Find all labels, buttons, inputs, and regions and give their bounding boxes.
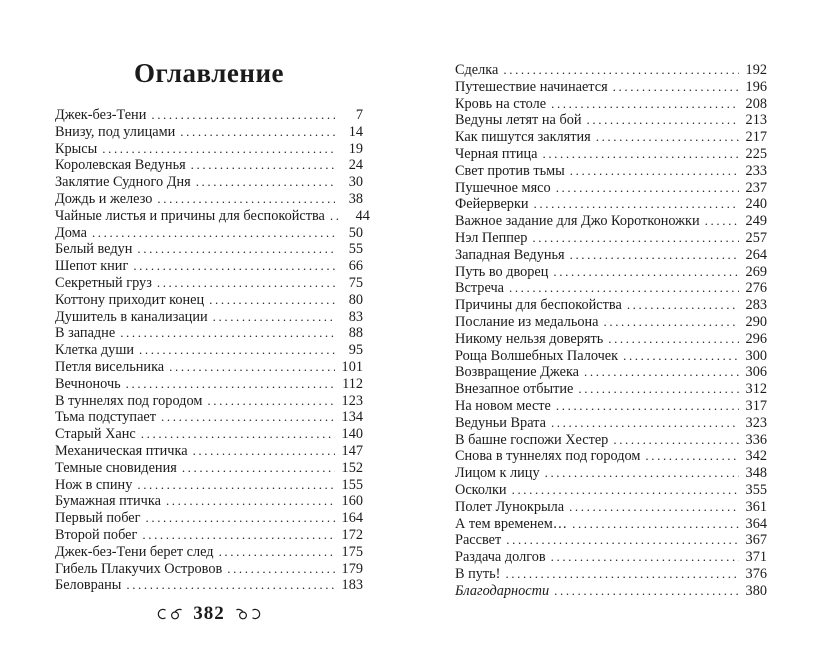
chapter-title: Сделка [455,62,499,78]
chapter-page-number: 160 [341,493,363,510]
chapter-title: Встреча [455,280,504,297]
chapter-page-number: 7 [355,107,363,123]
chapter-title: Внезапное отбытие [455,381,574,398]
chapter-title: Секретный груз [55,274,152,291]
chapter-title: Клетка души [55,342,134,359]
toc-entry [55,174,363,191]
chapter-title: Послание из медальона [455,313,599,330]
toc-entry [55,292,363,309]
dot-leader [146,510,336,527]
chapter-title: Шепот книг [55,258,129,275]
toc-entry [55,141,363,158]
dot-leader [196,174,335,191]
chapter-title: В башне госпожи Хестер [455,431,609,448]
toc-entry [55,157,363,174]
chapter-title: Раздача долгов [455,549,546,566]
dot-leader [137,241,335,258]
toc-entry [455,348,767,365]
dot-leader [584,364,739,381]
chapter-page-number: 152 [341,459,363,476]
dot-leader [556,180,739,197]
toc-entry [455,280,767,297]
chapter-page-number: 179 [341,560,363,577]
chapter-title: Внизу, под улицами [55,123,176,140]
dot-leader [645,448,739,465]
chapter-page-number: 30 [348,174,363,191]
chapter-title: В западне [55,325,116,342]
chapter-page-number: 367 [745,532,767,549]
dot-leader [207,393,335,410]
toc-column-right [455,62,767,600]
toc-entry [455,549,767,566]
chapter-title: Фейерверки [455,196,529,213]
toc-entry [455,129,767,146]
chapter-page-number: 196 [745,78,767,95]
toc-entry [55,225,363,242]
toc-entry [55,477,363,494]
chapter-page-number: 237 [745,179,767,196]
toc-entry [455,96,767,113]
chapter-title: Путешествие начинается [455,78,608,95]
flourish-right-icon [233,607,263,621]
chapter-page-number: 348 [745,465,767,482]
toc-entry [55,241,363,258]
chapter-title: Полет Лунокрыла [455,498,565,515]
chapter-page-number: 24 [348,157,363,174]
chapter-page-number: 155 [341,476,363,493]
dot-leader [503,62,739,79]
dot-leader [551,549,739,566]
chapter-title: Белый ведун [55,241,133,258]
toc-entries-left [55,107,370,594]
toc-entry [55,124,363,141]
chapter-page-number: 283 [745,297,767,314]
chapter-title: Роща Волшебных Палочек [455,347,619,364]
toc-entry [55,359,363,376]
chapter-page-number: 112 [342,375,363,392]
dot-leader [604,314,740,331]
dot-leader [627,297,739,314]
dot-leader [554,583,739,600]
page-title: Оглавление [134,58,284,88]
dot-leader [227,561,335,578]
chapter-title: Крысы [55,140,98,157]
toc-entry [55,493,363,510]
dot-leader [209,292,335,309]
chapter-title: Темные сновидения [55,459,177,476]
chapter-title: Западная Ведунья [455,246,565,263]
toc-entry [455,432,767,449]
toc-entry [455,364,767,381]
chapter-title: Лицом к лицу [455,465,540,482]
toc-entry [455,532,767,549]
dot-leader [193,443,335,460]
dot-leader [613,432,739,449]
dot-leader [551,96,739,113]
chapter-title: Снова в туннелях под городом [455,448,641,465]
chapter-title: Петля висельника [55,358,165,375]
toc-entry [455,62,767,79]
chapter-page-number: 233 [745,162,767,179]
dot-leader [126,376,335,393]
dot-leader [572,516,739,533]
dot-leader [596,129,739,146]
toc-entry [55,510,363,527]
toc-entry [455,331,767,348]
chapter-title: Осколки [455,481,507,498]
toc-entry [55,191,363,208]
toc-entry [55,460,363,477]
dot-leader [120,325,335,342]
toc-entry [455,180,767,197]
dot-leader [556,398,739,415]
toc-entry [455,196,767,213]
dot-leader [169,359,335,376]
dot-leader [139,342,335,359]
dot-leader [151,107,335,124]
chapter-page-number: 249 [745,213,767,230]
toc-entry [455,146,767,163]
chapter-page-number: 147 [341,442,363,459]
chapter-title: Важное задание для Джо Коротконожки [455,213,700,230]
chapter-page-number: 14 [348,123,363,140]
toc-entry [55,258,363,275]
chapter-title: Душитель в канализации [55,308,208,325]
chapter-page-number: 296 [745,330,767,347]
chapter-title: Ведуны летят на бой [455,112,582,129]
chapter-title: Дома [55,224,87,241]
chapter-title: Кровь на столе [455,95,547,112]
toc-entry [455,482,767,499]
chapter-title: Тьма подступает [55,409,157,426]
chapter-title: На новом месте [455,397,551,414]
chapter-title: Королевская Ведунья [55,157,186,174]
dot-leader [608,331,739,348]
chapter-page-number: 376 [745,565,767,582]
chapter-page-number: 44 [355,207,370,224]
chapter-page-number: 361 [745,498,767,515]
dot-leader [532,230,739,247]
toc-entry [455,465,767,482]
dot-leader [570,247,739,264]
toc-entry [455,381,767,398]
chapter-page-number: 123 [341,392,363,409]
chapter-page-number: 290 [745,313,767,330]
chapter-title: Чайные листья и причины для беспокойства [55,207,325,224]
chapter-title: Рассвет [455,532,502,549]
chapter-page-number: 317 [745,397,767,414]
dot-leader [219,544,335,561]
dot-leader [92,225,335,242]
chapter-title: Возвращение Джека [455,364,580,381]
chapter-title: Причины для беспокойства [455,297,622,314]
toc-entry [455,213,767,230]
toc-entry [455,230,767,247]
chapter-page-number: 101 [341,358,363,375]
dot-leader [157,191,335,208]
toc-entry [55,544,363,561]
chapter-title: Нож в спину [55,476,133,493]
chapter-title: Заклятие Судного Дня [55,174,191,191]
toc-entries-right [455,62,767,600]
dot-leader [157,275,335,292]
toc-entry [55,275,363,292]
chapter-page-number: 240 [745,196,767,213]
dot-leader [137,477,335,494]
dot-leader [191,157,335,174]
chapter-title: Старый Ханс [55,426,136,443]
chapter-title: В путь! [455,565,501,582]
dot-leader [161,409,335,426]
toc-entry [55,207,370,225]
chapter-title: Джек-без-Тени берет след [55,543,214,560]
chapter-page-number: 225 [745,145,767,162]
toc-entry [55,376,363,393]
toc-entry [455,79,767,96]
chapter-page-number: 175 [341,543,363,560]
chapter-title: Ведуньи Врата [455,414,546,431]
chapter-page-number: 342 [745,448,767,465]
toc-entry [455,566,767,583]
chapter-page-number: 134 [341,409,363,426]
dot-leader [142,527,335,544]
chapter-title: Как пишутся заклятия [455,129,591,146]
toc-entry [455,163,767,180]
toc-entry [455,247,767,264]
chapter-page-number: 217 [745,129,767,146]
toc-entry [455,297,767,314]
chapter-page-number: 306 [745,364,767,381]
dot-leader [166,493,335,510]
chapter-title: Благодарности [455,582,550,599]
toc-entry [455,314,767,331]
toc-entry [55,577,363,594]
chapter-page-number: 172 [341,526,363,543]
chapter-title: А тем временем… [455,515,568,532]
dot-leader [623,348,739,365]
toc-entry [455,264,767,281]
chapter-page-number: 140 [341,426,363,443]
chapter-page-number: 83 [348,308,363,325]
toc-entry [55,426,363,443]
chapter-page-number: 38 [348,190,363,207]
toc-column-left [55,58,370,594]
chapter-title: Никому нельзя доверять [455,330,604,347]
chapter-title: Черная птица [455,145,538,162]
page-footer [55,603,363,625]
chapter-page-number: 213 [745,112,767,129]
chapter-page-number: 192 [745,62,767,78]
toc-entry [455,398,767,415]
chapter-title: Первый побег [55,510,141,527]
toc-entry [455,516,767,533]
chapter-page-number: 55 [348,241,363,258]
chapter-page-number: 264 [745,246,767,263]
dot-leader [553,264,739,281]
chapter-page-number: 80 [348,291,363,308]
chapter-page-number: 269 [745,263,767,280]
chapter-title: Путь во дворец [455,263,549,280]
dot-leader [102,141,335,158]
toc-entry [455,415,767,432]
chapter-title: В туннелях под городом [55,392,203,409]
chapter-page-number: 336 [745,431,767,448]
dot-leader [133,258,335,275]
dot-leader [569,499,739,516]
toc-entry [55,443,363,460]
dot-leader [213,309,335,326]
chapter-page-number: 50 [348,224,363,241]
chapter-title: Бумажная птичка [55,493,161,510]
toc-entry [55,393,363,410]
page-number: 382 [193,603,225,624]
dot-leader [505,566,739,583]
chapter-title: Беловраны [55,577,122,594]
dot-leader [126,577,335,594]
dot-leader [705,213,739,230]
dot-leader [545,465,739,482]
toc-entry [455,112,767,129]
dot-leader [587,112,739,129]
dot-leader [534,196,739,213]
toc-entry [455,583,767,600]
chapter-page-number: 208 [745,95,767,112]
toc-entry [455,448,767,465]
toc-entry [55,325,363,342]
toc-entry [55,107,363,124]
chapter-page-number: 276 [745,280,767,297]
dot-leader [182,460,335,477]
dot-leader [180,124,335,141]
chapter-page-number: 364 [745,515,767,532]
chapter-page-number: 88 [348,325,363,342]
chapter-page-number: 257 [745,229,767,246]
chapter-title: Механическая птичка [55,442,188,459]
dot-leader [509,280,739,297]
chapter-page-number: 183 [341,577,363,594]
toc-entry [55,409,363,426]
chapter-page-number: 371 [745,549,767,566]
toc-entry [55,561,363,578]
chapter-title: Джек-без-Тени [55,107,147,123]
toc-entry [55,527,363,544]
dot-leader [570,163,739,180]
toc-entry [455,499,767,516]
chapter-page-number: 75 [348,274,363,291]
chapter-title: Дождь и железо [55,190,153,207]
chapter-title: Второй побег [55,526,138,543]
chapter-page-number: 19 [348,140,363,157]
dot-leader [141,426,335,443]
dot-leader [512,482,739,499]
chapter-title: Свет против тьмы [455,162,565,179]
chapter-page-number: 300 [745,347,767,364]
chapter-title: Гибель Плакучих Островов [55,560,223,577]
chapter-title: Вечноночь [55,375,121,392]
dot-leader [506,532,739,549]
dot-leader [542,146,739,163]
toc-entry [55,342,363,359]
dot-leader [330,208,342,225]
chapter-title: Нэл Пеппер [455,229,528,246]
toc-entry [55,309,363,326]
chapter-page-number: 66 [348,258,363,275]
chapter-title: Коттону приходит конец [55,291,205,308]
chapter-page-number: 380 [745,582,767,599]
chapter-page-number: 164 [341,510,363,527]
dot-leader [578,381,739,398]
chapter-page-number: 323 [745,414,767,431]
chapter-page-number: 355 [745,481,767,498]
flourish-left-icon [155,607,185,621]
chapter-page-number: 312 [745,381,767,398]
chapter-title: Пушечное мясо [455,179,551,196]
dot-leader [613,79,739,96]
chapter-page-number: 95 [348,342,363,359]
dot-leader [551,415,739,432]
